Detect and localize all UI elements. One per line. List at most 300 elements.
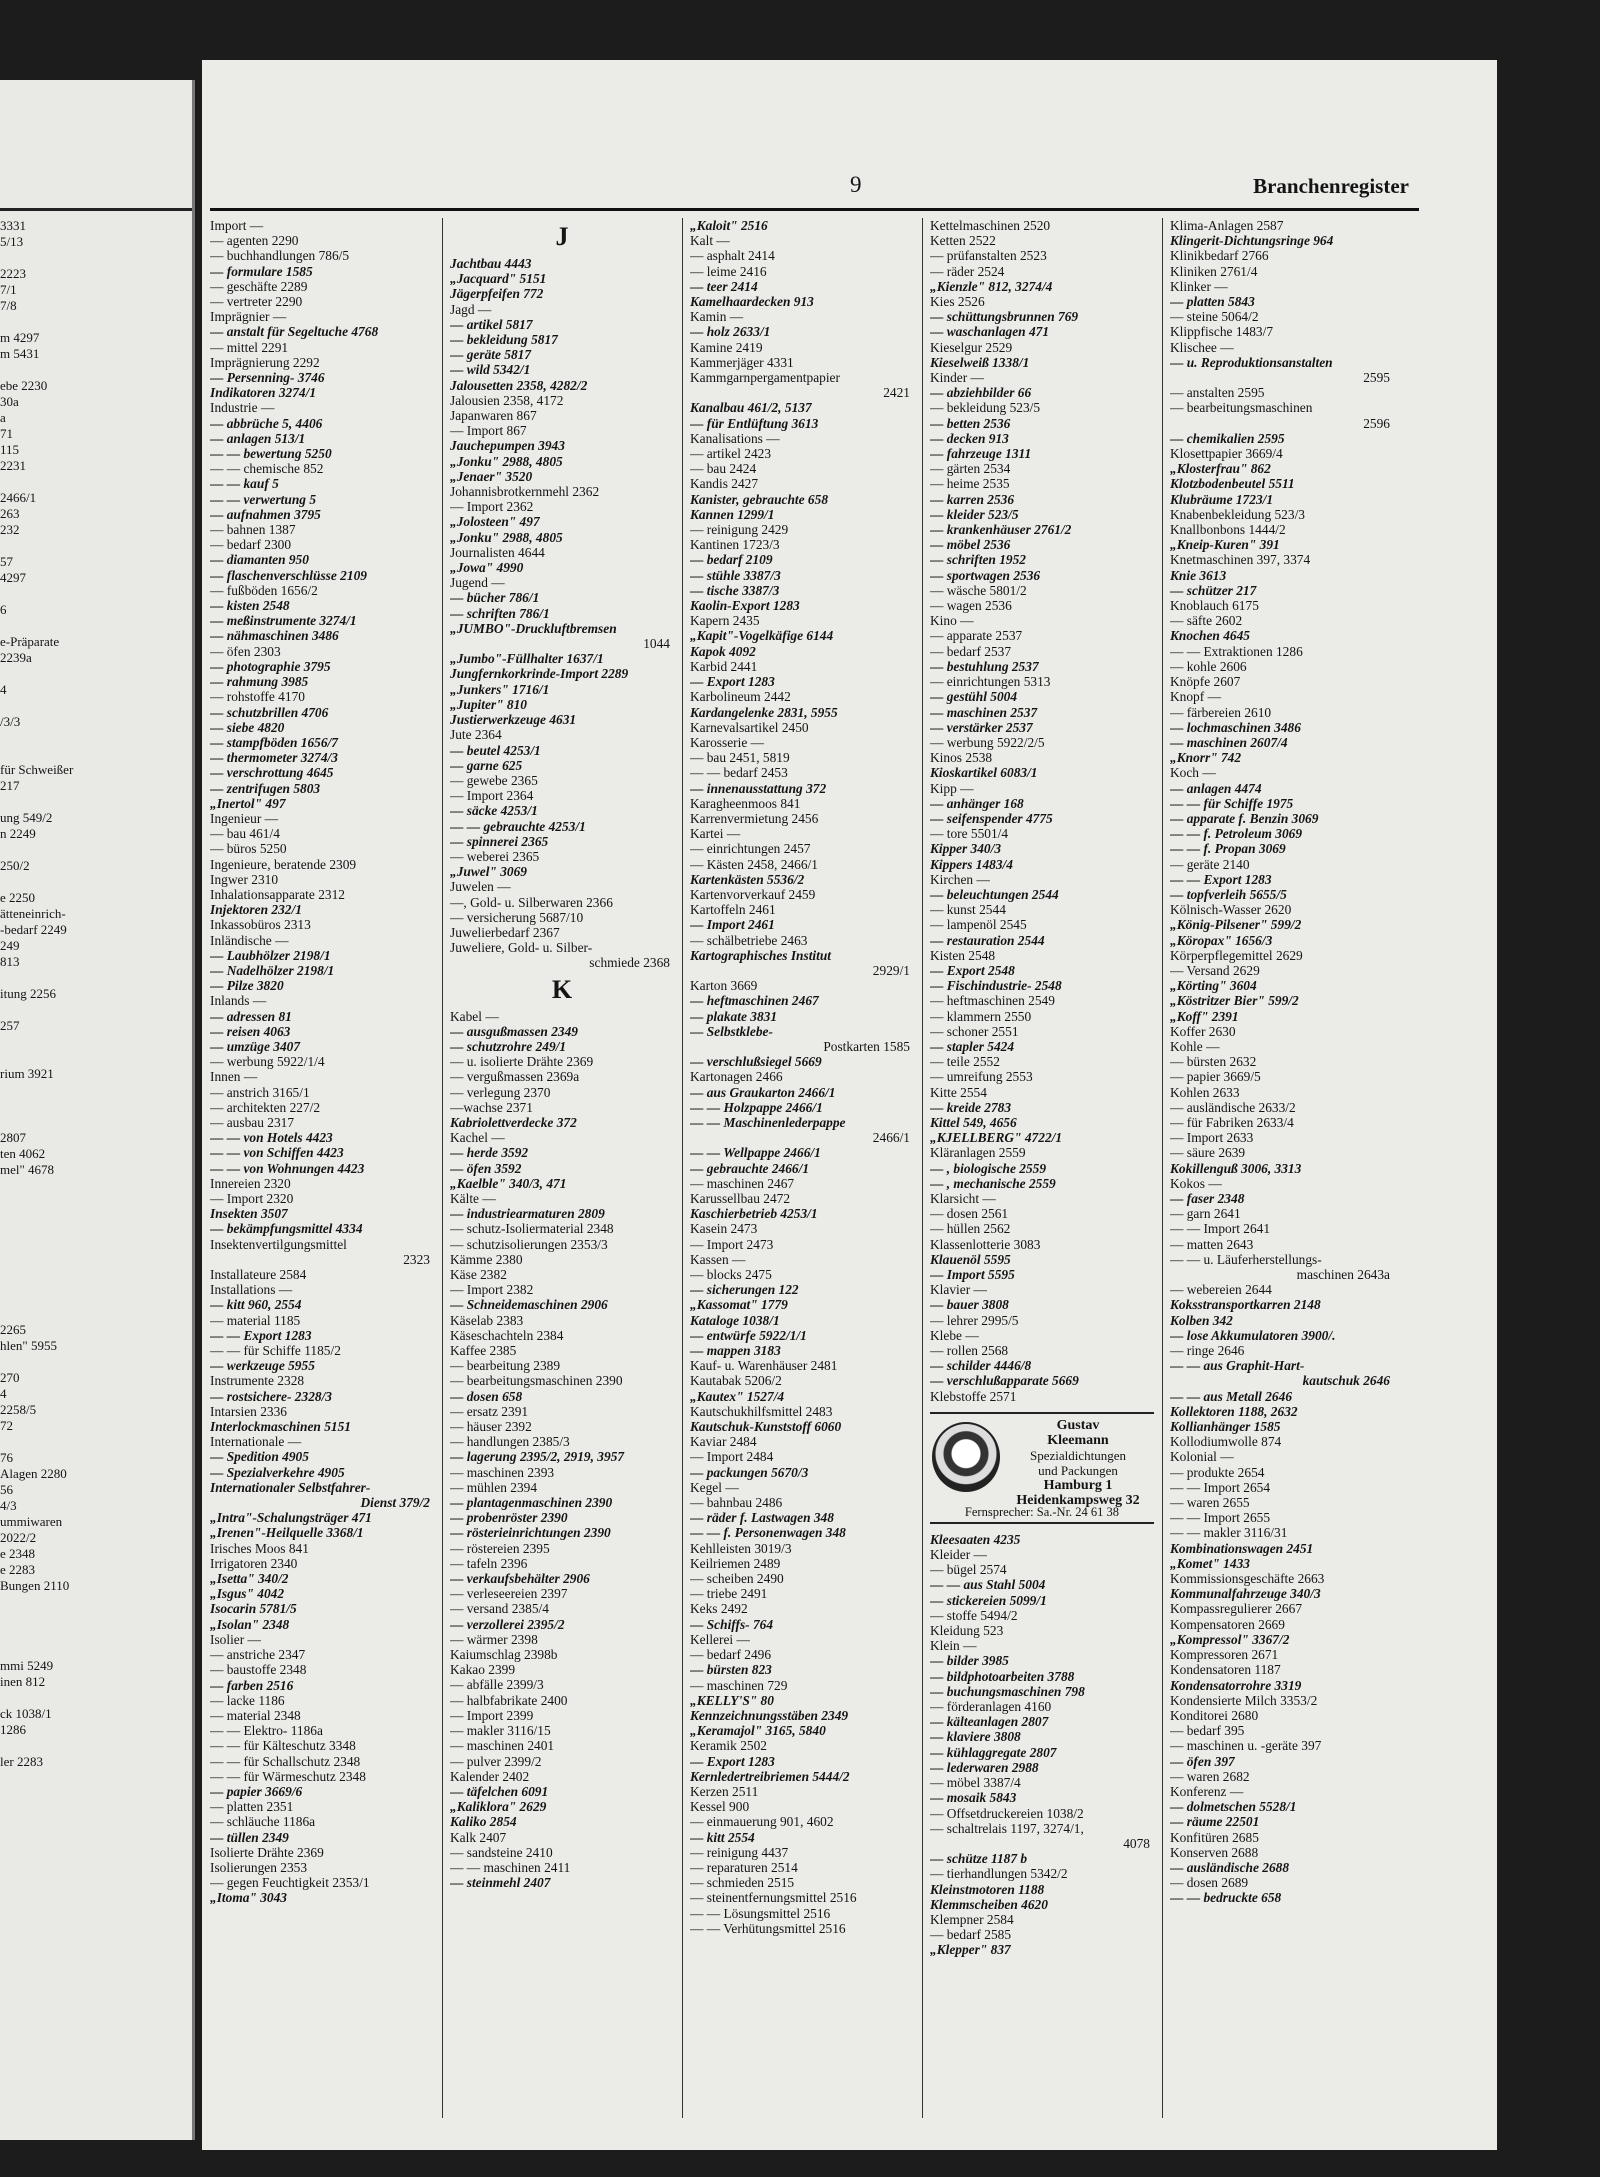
directory-entry: — Spezialverkehre 4905 — [210, 1464, 345, 1480]
directory-entry: — Fischindustrie- 2548 — [930, 978, 1062, 994]
left-fragment-line: ätteneinrich- — [0, 906, 66, 921]
directory-entry: — plakate 3831 — [690, 1008, 778, 1024]
directory-entry: — bücher 786/1 — [450, 590, 540, 606]
directory-entry: — Pilze 3820 — [210, 978, 284, 994]
directory-entry: Kartenkästen 5536/2 — [690, 871, 805, 887]
directory-entry: „Jacquard" 5151 — [450, 271, 547, 287]
directory-entry: — öfen 397 — [1170, 1753, 1235, 1769]
directory-entry: — leime 2416 — [690, 263, 767, 279]
directory-entry: — — Extraktionen 1286 — [1170, 643, 1303, 659]
left-fragment-line — [0, 1274, 186, 1290]
directory-entry: — hüllen 2562 — [930, 1221, 1011, 1237]
left-fragment-line — [0, 746, 186, 762]
directory-entry: Kapern 2435 — [690, 613, 760, 629]
directory-entry: Kleider — — [930, 1547, 987, 1563]
directory-entry: Irrigatoren 2340 — [210, 1555, 298, 1571]
left-fragment-line: 2223 — [0, 266, 26, 281]
directory-entry: — mittel 2291 — [210, 339, 289, 355]
left-fragment-line: 57 — [0, 554, 13, 569]
directory-entry: Klemmscheiben 4620 — [930, 1896, 1048, 1912]
directory-entry: — schälbetriebe 2463 — [690, 932, 808, 948]
left-fragment-line: 2022/2 — [0, 1530, 37, 1545]
directory-entry: — umreifung 2553 — [930, 1069, 1033, 1085]
directory-entry: — sicherungen 122 — [690, 1282, 799, 1298]
ad-line: Spezialdichtungen — [1029, 1447, 1127, 1463]
directory-entry: — sandsteine 2410 — [450, 1844, 553, 1860]
directory-entry: Instrumente 2328 — [210, 1373, 305, 1389]
directory-entry: Kaffee 2385 — [450, 1343, 517, 1359]
directory-entry: Isolierungen 2353 — [210, 1859, 308, 1875]
directory-entry: — steinmehl 2407 — [450, 1875, 551, 1891]
directory-entry: — mappen 3183 — [690, 1343, 781, 1359]
directory-entry: — reinigung 4437 — [690, 1844, 789, 1860]
column-5 — [1170, 218, 1394, 1906]
left-fragment-line — [0, 314, 186, 330]
directory-entry: Kommissionsgeschäfte 2663 — [1170, 1571, 1325, 1587]
directory-entry: — stoffe 5494/2 — [930, 1607, 1018, 1623]
directory-entry: — — von Hotels 4423 — [210, 1130, 333, 1146]
directory-entry: Kioskartikel 6083/1 — [930, 765, 1038, 781]
directory-entry: Kondensatorrohre 3319 — [1170, 1677, 1302, 1693]
directory-entry: Klebstoffe 2571 — [930, 1388, 1017, 1404]
directory-entry: — abbrüche 5, 4406 — [210, 415, 323, 431]
directory-entry: Kaviar 2484 — [690, 1434, 757, 1450]
directory-entry: Karbid 2441 — [690, 658, 758, 674]
directory-entry: — klaviere 3808 — [930, 1729, 1021, 1745]
left-fragment-line: 2265 — [0, 1322, 26, 1337]
directory-entry: — verschrottung 4645 — [210, 765, 334, 781]
directory-entry: Internationaler Selbstfahrer- — [210, 1479, 371, 1495]
directory-entry: — waren 2655 — [1170, 1495, 1250, 1511]
directory-entry: — papier 3669/6 — [210, 1783, 303, 1799]
directory-entry: „Kautex" 1527/4 — [690, 1388, 785, 1404]
directory-entry: — verschlußsiegel 5669 — [690, 1054, 822, 1070]
directory-entry: Keramik 2502 — [690, 1738, 767, 1754]
directory-entry: Kaliko 2854 — [450, 1814, 517, 1830]
directory-entry: Klosettpapier 3669/4 — [1170, 446, 1283, 462]
directory-entry: — stampfböden 1656/7 — [210, 734, 338, 750]
directory-entry: „KELLY'S" 80 — [690, 1692, 774, 1708]
directory-entry: — schriften 1952 — [930, 552, 1026, 568]
left-fragment-line: e-Präparate — [0, 634, 60, 649]
directory-entry: Kipp — — [930, 780, 974, 796]
directory-entry: Konferenz — — [1170, 1783, 1244, 1799]
directory-entry: „Körting" 3604 — [1170, 978, 1257, 994]
directory-entry: Kerzen 2511 — [690, 1783, 759, 1799]
directory-entry: — maschinen 729 — [690, 1677, 788, 1693]
directory-entry: Kautabak 5206/2 — [690, 1373, 782, 1389]
ad-company-name: Kleemann — [1047, 1432, 1109, 1448]
left-fragment-line — [0, 794, 186, 810]
left-page-rule — [0, 208, 192, 211]
directory-entry: Klima-Anlagen 2587 — [1170, 218, 1284, 233]
directory-entry: Kartei — — [690, 826, 741, 842]
left-fragment-line — [0, 666, 186, 682]
left-fragment-line: 71 — [0, 426, 13, 441]
directory-entry: — dosen 2561 — [930, 1206, 1009, 1222]
directory-entry: — Import 2382 — [450, 1282, 534, 1298]
left-fragment-line: mel" 4678 — [0, 1162, 55, 1177]
directory-entry: — schutzbrillen 4706 — [210, 704, 329, 720]
directory-entry: Kohle — — [1170, 1038, 1220, 1054]
directory-entry: „Jupiter" 810 — [450, 696, 527, 712]
directory-entry: — schüttungsbrunnen 769 — [930, 309, 1079, 325]
left-fragment-line: 76 — [0, 1450, 13, 1465]
directory-entry: — — maschinen 2411 — [450, 1859, 571, 1875]
directory-entry: — — Maschinenlederpappe — [690, 1114, 846, 1130]
directory-entry: — seifenspender 4775 — [930, 810, 1053, 826]
directory-entry: — halbfabrikate 2400 — [450, 1692, 568, 1708]
left-fragment-line: 4297 — [0, 570, 26, 585]
directory-entry: Kartenvorverkauf 2459 — [690, 886, 816, 902]
left-fragment-line: 115 — [0, 442, 20, 457]
directory-entry: Installations — — [210, 1282, 293, 1298]
directory-entry: — reparaturen 2514 — [690, 1859, 798, 1875]
directory-entry: — geschäfte 2289 — [210, 278, 308, 294]
directory-entry: — u. isolierte Drähte 2369 — [450, 1054, 594, 1070]
directory-entry: — rahmung 3985 — [210, 674, 309, 690]
directory-entry: Inkassobüros 2313 — [210, 917, 311, 933]
directory-entry: — gegen Feuchtigkeit 2353/1 — [210, 1875, 370, 1891]
directory-entry: — tierhandlungen 5342/2 — [930, 1866, 1068, 1882]
directory-entry: Kaiumschlag 2398b — [450, 1647, 558, 1663]
directory-entry: — teer 2414 — [690, 278, 758, 294]
directory-entry: Kinder — — [930, 370, 984, 386]
directory-entry: — anstalten 2595 — [1170, 385, 1265, 401]
directory-entry: „Kaelble" 340/3, 471 — [450, 1175, 567, 1191]
left-fragment-line — [0, 1690, 186, 1706]
directory-entry: Kleidung 523 — [930, 1623, 1004, 1639]
directory-entry: — maschinen 2401 — [450, 1738, 555, 1754]
directory-entry: — plantagenmaschinen 2390 — [450, 1495, 613, 1511]
directory-entry: 2323 — [403, 1251, 430, 1267]
directory-entry: „Köropax" 1656/3 — [1170, 932, 1273, 948]
directory-entry: — blocks 2475 — [690, 1267, 772, 1283]
directory-entry: „Komet" 1433 — [1170, 1555, 1250, 1571]
left-fragment-line — [0, 538, 186, 554]
left-fragment-line: hlen" 5955 — [0, 1338, 57, 1353]
ad-phone: Fernsprecher: Sa.-Nr. 24 61 38 — [964, 1504, 1120, 1519]
directory-entry: — agenten 2290 — [210, 233, 299, 249]
left-fragment-line: 5/13 — [0, 234, 24, 249]
directory-entry: — bedarf 2537 — [930, 643, 1012, 659]
directory-entry: — maschinen u. -geräte 397 — [1170, 1738, 1322, 1754]
left-fragment-line: 6 — [0, 602, 7, 617]
directory-entry: — — verwertung 5 — [210, 491, 317, 507]
directory-entry: Jalousien 2358, 4172 — [450, 392, 564, 408]
left-fragment-line: 7/1 — [0, 282, 17, 297]
directory-entry: — anlagen 513/1 — [210, 430, 306, 446]
directory-entry: — platten 2351 — [210, 1799, 294, 1815]
directory-entry: Klischee — — [1170, 339, 1234, 355]
directory-entry: Innereien 2320 — [210, 1175, 291, 1191]
directory-entry: — adressen 81 — [210, 1008, 292, 1024]
directory-entry: — — aus Metall 2646 — [1170, 1388, 1293, 1404]
directory-entry: — bearbeitungsmaschinen — [1170, 400, 1313, 416]
directory-entry: Kommunalfahrzeuge 340/3 — [1170, 1586, 1321, 1602]
directory-entry: — — kauf 5 — [210, 476, 279, 492]
directory-entry: Klinikbedarf 2766 — [1170, 248, 1269, 264]
directory-entry: Kauf- u. Warenhäuser 2481 — [690, 1358, 838, 1374]
directory-entry: — ringe 2646 — [1170, 1343, 1245, 1359]
directory-entry: — bedarf 2585 — [930, 1927, 1012, 1943]
left-fragment-line: 250/2 — [0, 858, 30, 873]
directory-entry: Indikatoren 3274/1 — [210, 385, 317, 401]
directory-entry: Koch — — [1170, 765, 1216, 781]
directory-entry: — schmieden 2515 — [690, 1875, 795, 1891]
directory-entry: Keilriemen 2489 — [690, 1555, 781, 1571]
directory-entry: — photographie 3795 — [210, 658, 331, 674]
directory-entry: — — Elektro- 1186a — [210, 1723, 323, 1739]
ad-street: Heidenkampsweg 32 — [1016, 1492, 1140, 1508]
directory-entry: Käselab 2383 — [450, 1312, 524, 1328]
directory-entry: — kreide 2783 — [930, 1099, 1012, 1115]
directory-entry: Interlockmaschinen 5151 — [210, 1419, 351, 1435]
directory-entry: — kitt 2554 — [690, 1829, 755, 1845]
directory-entry: — schutzrohre 249/1 — [450, 1038, 567, 1054]
directory-entry: Knopf — — [1170, 689, 1221, 705]
left-fragment-line — [0, 1226, 186, 1242]
directory-entry: — Import 2364 — [450, 788, 534, 804]
directory-entry: — — von Schiffen 4423 — [210, 1145, 344, 1161]
directory-entry: — — f. Propan 3069 — [1170, 841, 1286, 857]
directory-entry: — maschinen 2537 — [930, 704, 1038, 720]
directory-entry: — Offsetdruckereien 1038/2 — [930, 1805, 1084, 1821]
left-fragment-line: 270 — [0, 1370, 20, 1385]
directory-entry: — vertreter 2290 — [210, 294, 303, 310]
directory-entry: — — aus Stahl 5004 — [930, 1577, 1046, 1593]
directory-entry: Kartonagen 2466 — [690, 1069, 783, 1085]
directory-entry: — werkzeuge 5955 — [210, 1358, 315, 1374]
left-fragment-line: ummiwaren — [0, 1514, 63, 1529]
directory-entry: — u. Reproduktionsanstalten — [1170, 354, 1333, 370]
directory-entry: — stapler 5424 — [930, 1038, 1015, 1054]
directory-entry: „Isolan" 2348 — [210, 1616, 290, 1632]
directory-entry: — lehrer 2995/5 — [930, 1312, 1019, 1328]
directory-entry: — verstärker 2537 — [930, 719, 1033, 735]
directory-entry: — — für Schiffe 1185/2 — [210, 1343, 341, 1359]
directory-entry: Kantinen 1723/3 — [690, 537, 780, 553]
directory-entry: — — Import 2655 — [1170, 1510, 1271, 1526]
directory-entry: — werbung 5922/1/4 — [210, 1054, 325, 1070]
directory-entry: „Isetta" 340/2 — [210, 1571, 289, 1587]
directory-entry: — bahnen 1387 — [210, 522, 296, 538]
left-fragment-line: ebe 2230 — [0, 378, 48, 393]
directory-entry: schmiede 2368 — [589, 955, 670, 971]
directory-entry: Jungfernkorkrinde-Import 2289 — [450, 666, 629, 682]
directory-entry: — Kästen 2458, 2466/1 — [690, 856, 818, 872]
directory-entry: — gestühl 5004 — [930, 689, 1018, 705]
directory-entry: — waschanlagen 471 — [930, 324, 1050, 340]
directory-entry: Kokos — — [1170, 1175, 1222, 1191]
left-fragment-line: 1286 — [0, 1722, 26, 1737]
directory-entry: Kombinationswagen 2451 — [1170, 1540, 1314, 1556]
directory-entry: — röstereien 2395 — [450, 1540, 550, 1556]
directory-entry: Kies 2526 — [930, 294, 985, 310]
directory-entry: Kernledertreibriemen 5444/2 — [690, 1768, 850, 1784]
directory-entry: — chemikalien 2595 — [1170, 430, 1285, 446]
directory-entry: Imprägnierung 2292 — [210, 354, 320, 370]
directory-entry: Jauchepumpen 3943 — [450, 438, 565, 454]
directory-entry: — fahrzeuge 1311 — [930, 446, 1032, 462]
directory-entry: Kämme 2380 — [450, 1251, 523, 1267]
directory-entry: — bearbeitung 2389 — [450, 1358, 561, 1374]
directory-entry: Dienst 379/2 — [360, 1495, 430, 1511]
directory-entry: — dosen 2689 — [1170, 1875, 1249, 1891]
directory-entry: Kaschierbetrieb 4253/1 — [690, 1206, 818, 1222]
left-fragment-line — [0, 1178, 186, 1194]
left-fragment-line — [0, 362, 186, 378]
directory-entry: Kamelhaardecken 913 — [690, 294, 814, 310]
directory-entry: — säcke 4253/1 — [450, 803, 538, 819]
left-fragment-line: m 4297 — [0, 330, 40, 345]
directory-entry: — schoner 2551 — [930, 1023, 1019, 1039]
directory-entry: Käse 2382 — [450, 1267, 507, 1282]
left-fragment-line — [0, 1242, 186, 1258]
directory-entry: — innenausstattung 372 — [690, 780, 827, 796]
directory-entry: — verzollerei 2395/2 — [450, 1616, 565, 1632]
directory-entry: 2596 — [1363, 415, 1390, 431]
directory-entry: Kassen — — [690, 1251, 746, 1267]
directory-entry: — bearbeitungsmaschinen 2390 — [450, 1373, 623, 1389]
left-fragment-line: 2466/1 — [0, 490, 37, 505]
directory-entry: — beleuchtungen 2544 — [930, 886, 1059, 902]
directory-entry: — waren 2682 — [1170, 1768, 1250, 1784]
directory-entry: Karrenvermietung 2456 — [690, 810, 819, 826]
directory-entry: — , biologische 2559 — [930, 1160, 1047, 1176]
directory-entry: „Jonku" 2988, 4805 — [450, 529, 563, 545]
directory-entry: „Kompressol" 3367/2 — [1170, 1631, 1290, 1647]
directory-entry: — verlegung 2370 — [450, 1084, 551, 1100]
directory-entry: „Juwel" 3069 — [450, 864, 527, 880]
left-fragment-line — [0, 1258, 186, 1274]
directory-entry: — versicherung 5687/10 — [450, 909, 584, 925]
directory-entry: — lederwaren 2988 — [930, 1759, 1039, 1775]
directory-entry: — steine 5064/2 — [1170, 309, 1259, 325]
directory-entry: Kleinstmotoren 1188 — [930, 1881, 1045, 1897]
directory-entry: „Jolosteen" 497 — [450, 514, 540, 530]
directory-entry: Kanalisations — — [690, 430, 780, 446]
left-fragment-line: m 5431 — [0, 346, 40, 361]
directory-entry: Knabenbekleidung 523/3 — [1170, 506, 1305, 522]
left-fragment-line: a — [0, 410, 6, 425]
directory-entry: — wäsche 5801/2 — [930, 582, 1027, 598]
directory-entry: — garne 625 — [450, 757, 523, 773]
directory-entry: Kollodiumwolle 874 — [1170, 1434, 1282, 1450]
directory-entry: Kataloge 1038/1 — [690, 1312, 780, 1328]
directory-entry: — bedarf 2109 — [690, 552, 773, 568]
directory-entry: — schläuche 1186a — [210, 1814, 316, 1830]
left-fragment-line: 7/8 — [0, 298, 17, 313]
directory-entry: — Import 2633 — [1170, 1130, 1254, 1146]
directory-entry: Klebe — — [930, 1327, 979, 1343]
directory-entry: — packungen 5670/3 — [690, 1464, 809, 1480]
directory-entry: — kühlaggregate 2807 — [930, 1744, 1057, 1760]
directory-entry: — — für Schiffe 1975 — [1170, 795, 1294, 811]
directory-entry: — — für Wärmeschutz 2348 — [210, 1768, 366, 1784]
directory-entry: „KJELLBERG" 4722/1 — [930, 1130, 1063, 1146]
directory-entry: — schutz-Isoliermaterial 2348 — [450, 1221, 614, 1237]
directory-entry: Kamin — — [690, 309, 744, 325]
directory-entry: — einmauerung 901, 4602 — [690, 1814, 834, 1830]
directory-entry: Kartoffeln 2461 — [690, 902, 776, 918]
directory-entry: — Import 2473 — [690, 1236, 774, 1252]
directory-entry: Kandis 2427 — [690, 476, 759, 492]
directory-entry: — — gebrauchte 4253/1 — [450, 818, 586, 834]
directory-entry: — förderanlagen 4160 — [930, 1699, 1052, 1715]
left-fragment-line — [0, 250, 186, 266]
directory-entry: — anstriche 2347 — [210, 1647, 306, 1663]
directory-entry: Koksstransportkarren 2148 — [1170, 1297, 1321, 1313]
directory-entry: Kettelmaschinen 2520 — [930, 218, 1051, 233]
directory-entry: — bau 2451, 5819 — [690, 750, 790, 766]
directory-entry: — schützer 217 — [1170, 582, 1257, 598]
directory-entry: — säfte 2602 — [1170, 613, 1243, 629]
left-fragment-line — [0, 1194, 186, 1210]
directory-entry: — tüllen 2349 — [210, 1829, 289, 1845]
directory-entry: — apparate 2537 — [930, 628, 1023, 644]
directory-entry: — anstalt für Segeltuche 4768 — [210, 324, 379, 340]
directory-entry: Knallbonbons 1444/2 — [1170, 522, 1286, 538]
directory-entry: — steinentfernungsmittel 2516 — [690, 1890, 857, 1906]
directory-entry: Imprägnier — — [210, 309, 287, 325]
left-fragment-line — [0, 1082, 186, 1098]
directory-entry: — fußböden 1656/2 — [210, 582, 318, 598]
directory-entry: — schutzisolierungen 2353/3 — [450, 1236, 608, 1252]
left-fragment-line: 217 — [0, 778, 20, 793]
directory-entry: — geräte 5817 — [450, 347, 532, 363]
directory-entry: — teile 2552 — [930, 1054, 1000, 1070]
directory-entry: Jachtbau 4443 — [450, 256, 532, 271]
directory-entry: — bürsten 2632 — [1170, 1054, 1257, 1070]
directory-entry: Inhalationsapparate 2312 — [210, 886, 345, 902]
directory-entry: — bekleidung 523/5 — [930, 400, 1041, 416]
left-fragment-line: 249 — [0, 938, 20, 953]
directory-entry: Karbolineum 2442 — [690, 689, 791, 705]
directory-entry: Isocarin 5781/5 — [210, 1601, 297, 1617]
directory-entry: — zentrifugen 5803 — [210, 780, 321, 796]
directory-entry: Jägerpfeifen 772 — [450, 286, 544, 302]
directory-entry: Kanalbau 461/2, 5137 — [690, 400, 812, 416]
directory-entry: — schütze 1187 b — [930, 1851, 1028, 1867]
directory-entry: — ersatz 2391 — [450, 1403, 529, 1419]
directory-entry: Ingenieur — — [210, 810, 279, 826]
directory-entry: — architekten 227/2 — [210, 1099, 321, 1115]
directory-entry: — säure 2639 — [1170, 1145, 1246, 1161]
directory-entry: Jugend — — [450, 575, 505, 591]
directory-entry: — artikel 2423 — [690, 446, 772, 462]
left-fragment-line — [0, 474, 186, 490]
left-fragment-line: Bungen 2110 — [0, 1578, 70, 1593]
left-fragment-line — [0, 1050, 186, 1066]
directory-entry: — webereien 2644 — [1170, 1282, 1272, 1298]
directory-entry: — täfelchen 6091 — [450, 1783, 549, 1799]
directory-entry: — Schneidemaschinen 2906 — [450, 1297, 608, 1313]
directory-entry: — räume 22501 — [1170, 1814, 1260, 1830]
directory-entry: — räder f. Lastwagen 348 — [690, 1510, 834, 1526]
directory-entry: Klippfische 1483/7 — [1170, 324, 1274, 340]
directory-entry: — entwürfe 5922/1/1 — [690, 1327, 807, 1343]
directory-entry: — abfälle 2399/3 — [450, 1677, 544, 1693]
directory-entry: — Persenning- 3746 — [210, 370, 325, 386]
directory-entry: — ausgußmassen 2349 — [450, 1023, 578, 1039]
directory-entry: Klinker — — [1170, 278, 1228, 294]
directory-entry: — möbel 3387/4 — [930, 1775, 1021, 1791]
directory-entry: — verleseereien 2397 — [450, 1586, 568, 1602]
directory-entry: — mühlen 2394 — [450, 1479, 538, 1495]
directory-entry: — — für Schallschutz 2348 — [210, 1753, 361, 1769]
directory-entry: — schaltrelais 1197, 3274/1, — [930, 1820, 1084, 1836]
